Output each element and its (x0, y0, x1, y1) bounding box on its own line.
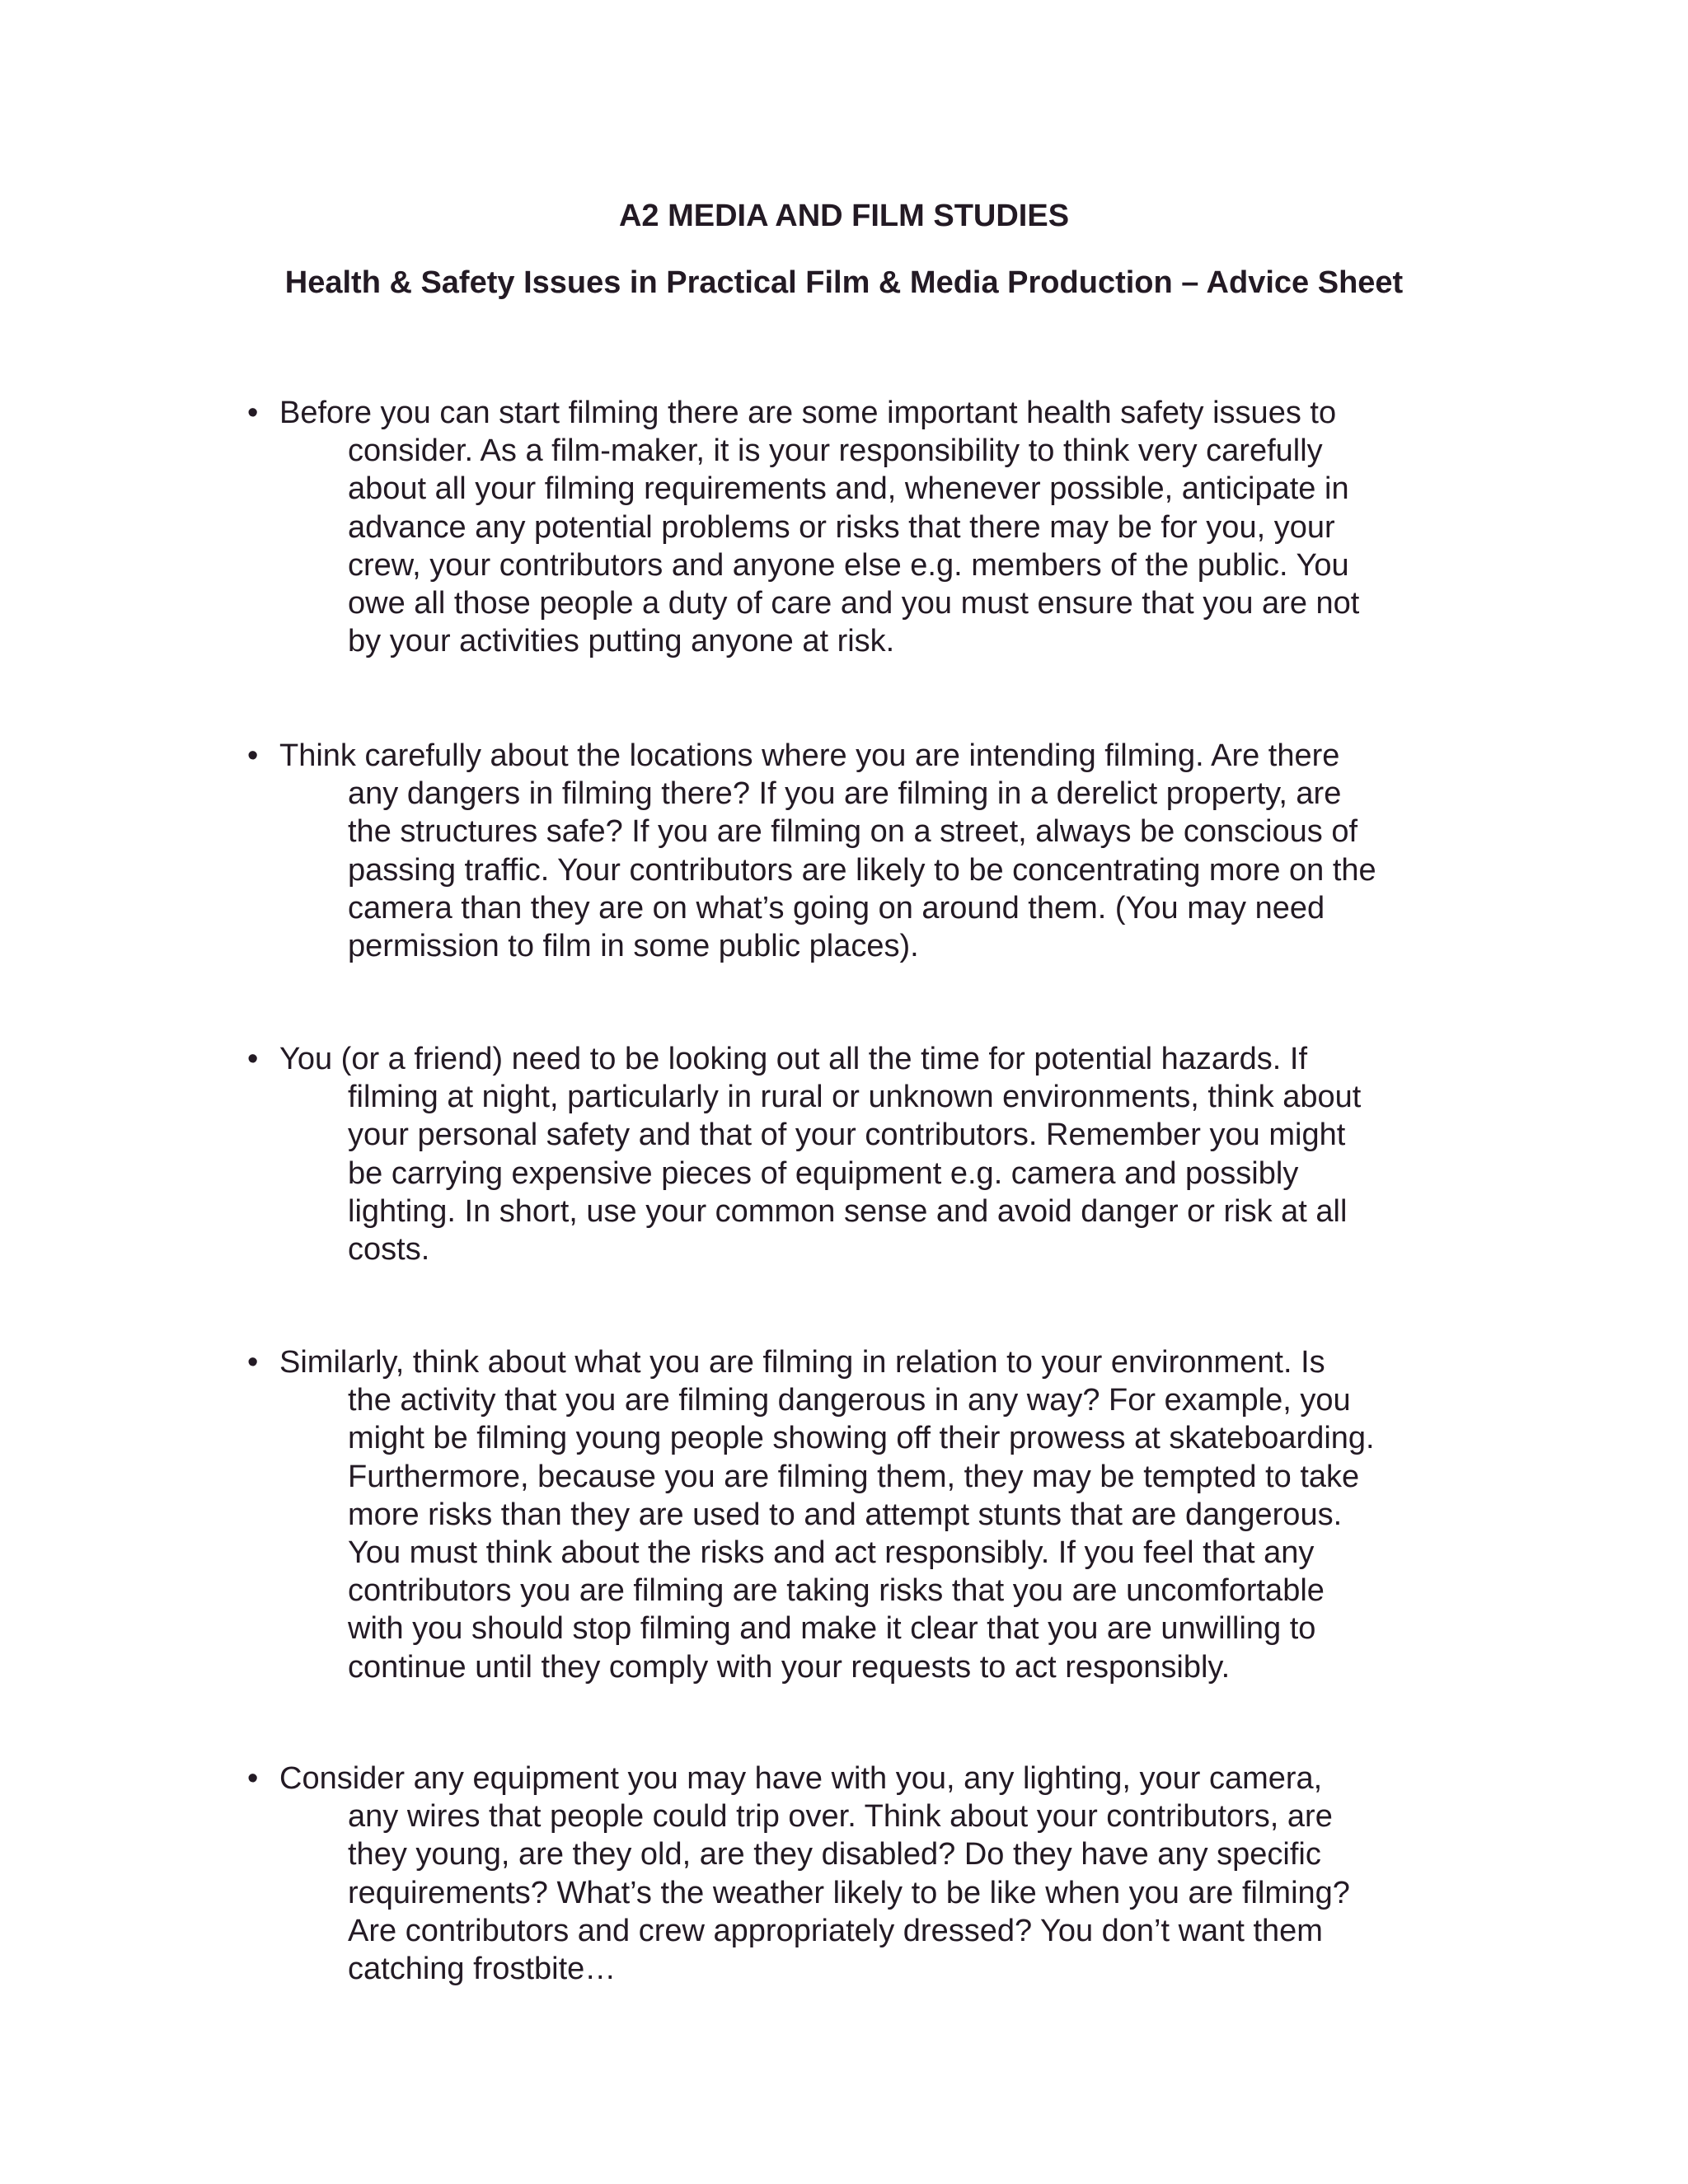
bullet-text-line: the structures safe? If you are filming on a street, always be conscious of (348, 814, 1358, 850)
bullet-text-line: any dangers in filming there? If you are filming in a derelict property, are (348, 776, 1342, 812)
bullet-dot-icon: • (247, 1761, 259, 1796)
bullet-text-line: catching frostbite… (348, 1952, 617, 1987)
bullet-dot-icon: • (247, 1042, 259, 1076)
bullet-text-line: continue until they comply with your requests to act responsibly. (348, 1649, 1231, 1685)
bullet-text-line: about all your filming requirements and, whenever possible, anticipate in (348, 471, 1349, 507)
bullet-text-line: might be filming young people showing off their prowess at skateboarding. (348, 1421, 1375, 1456)
bullet-text-line: Furthermore, because you are filming them, they may be tempted to take (348, 1459, 1360, 1494)
bullet-text-line: Similarly, think about what you are filming in relation to your environment. Is (279, 1345, 1325, 1380)
bullet-text-line: they young, are they old, are they disabled? Do they have any specific (348, 1837, 1321, 1872)
bullet-text-line: advance any potential problems or risks that there may be for you, your (348, 509, 1335, 545)
advice-bullet-item (247, 1040, 1442, 1268)
bullet-text-line: permission to film in some public places). (348, 929, 919, 964)
bullet-text (247, 1760, 1442, 1988)
bullet-text-line: more risks than they are used to and attempt stunts that are dangerous. (348, 1497, 1343, 1532)
bullet-text-line: be carrying expensive pieces of equipment e.g. camera and possibly (348, 1155, 1299, 1191)
bullet-text (247, 394, 1442, 660)
bullet-text (247, 737, 1442, 965)
bullet-text-line: crew, your contributors and anyone else e.g. members of the public. You (348, 547, 1349, 583)
bullet-text (247, 1040, 1442, 1268)
bullet-text-line: by your activities putting anyone at risk. (348, 624, 895, 659)
bullet-dot-icon: • (247, 396, 259, 430)
bullet-text-line: requirements? What’s the weather likely to be like when you are filming? (348, 1875, 1350, 1910)
advice-bullet-item (247, 1760, 1442, 1988)
bullet-text-line: Before you can start filming there are some important health safety issues to (279, 396, 1337, 430)
bullet-text (247, 1343, 1442, 1686)
bullet-text-line: owe all those people a duty of care and you must ensure that you are not (348, 586, 1360, 621)
bullet-text-line: passing traffic. Your contributors are likely to be concentrating more on the (348, 852, 1376, 888)
bullet-text-line: any wires that people could trip over. Think about your contributors, are (348, 1799, 1333, 1835)
document-title: A2 MEDIA AND FILM STUDIES (618, 199, 1070, 233)
bullet-text-line: contributors you are filming are taking risks that you are uncomfortable (348, 1573, 1325, 1609)
bullet-text-line: Consider any equipment you may have with you, any lighting, your camera, (279, 1761, 1323, 1796)
bullet-text-line: Are contributors and crew appropriately dressed? You don’t want them (348, 1913, 1323, 1948)
bullet-text-line: filming at night, particularly in rural or unknown environments, think about (348, 1080, 1362, 1115)
bullet-text-line: consider. As a film-maker, it is your responsibility to think very carefully (348, 434, 1323, 469)
bullet-text-line: You (or a friend) need to be looking out all the time for potential hazards. If (279, 1042, 1308, 1076)
bullet-text-line: your personal safety and that of your contributors. Remember you might (348, 1118, 1346, 1153)
bullet-text-line: the activity that you are filming dangerous in any way? For example, you (348, 1383, 1351, 1418)
bullet-text-line: costs. (348, 1232, 430, 1268)
advice-bullet-item (247, 737, 1442, 965)
bullet-text-line: camera than they are on what’s going on around them. (You may need (348, 890, 1325, 926)
advice-bullet-item (247, 1343, 1442, 1686)
bullet-dot-icon: • (247, 1345, 259, 1380)
bullet-text-line: with you should stop filming and make it clear that you are unwilling to (348, 1611, 1316, 1647)
bullet-text-line: Think carefully about the locations where you are intending filming. Are there (279, 738, 1340, 773)
bullet-text-line: You must think about the risks and act responsibly. If you feel that any (348, 1535, 1315, 1571)
advice-bullet-item (247, 394, 1442, 660)
document-subtitle: Health & Safety Issues in Practical Film & Media Production – Advice Sheet (284, 265, 1404, 300)
bullet-dot-icon: • (247, 738, 259, 773)
bullet-text-line: lighting. In short, use your common sense and avoid danger or risk at all (348, 1193, 1348, 1229)
